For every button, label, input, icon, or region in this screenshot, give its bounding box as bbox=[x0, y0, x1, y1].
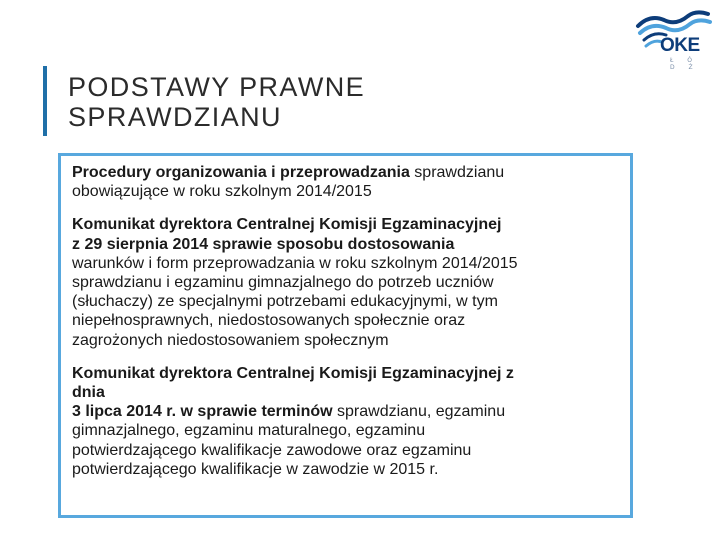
item-line-text: sprawdzianu bbox=[409, 164, 505, 181]
legal-basis-item bbox=[72, 215, 620, 349]
item-line-text: potwierdzającego kwalifikacje w zawodzie w 2015 r. bbox=[72, 460, 439, 478]
item-line-bold: Komunikat dyrektora Centralnej Komisji Egzaminacyjnej z bbox=[72, 364, 514, 382]
item-line bbox=[72, 402, 620, 421]
item-line bbox=[72, 311, 620, 330]
title-accent-bar bbox=[43, 66, 47, 136]
legal-basis-item bbox=[72, 364, 620, 479]
item-line bbox=[72, 364, 620, 383]
item-line bbox=[72, 383, 620, 402]
item-line-text: sprawdzianu i egzaminu gimnazjalnego do potrzeb uczniów bbox=[72, 274, 494, 292]
item-line-text: zagrożonych niedostosowaniem społecznym bbox=[72, 331, 389, 349]
item-line-text: (słuchaczy) ze specjalnymi potrzebami edukacyjnymi, w tym bbox=[72, 293, 498, 311]
item-line bbox=[72, 460, 620, 479]
item-line-bold: 3 lipca 2014 r. w sprawie terminów bbox=[72, 403, 333, 421]
logo-text: OKE bbox=[660, 35, 700, 56]
oke-logo bbox=[630, 6, 714, 71]
item-line-text: sprawdzianu, egzaminu bbox=[332, 403, 506, 421]
item-line bbox=[72, 235, 620, 254]
item-line-text: obowiązujące w roku szkolnym 2014/2015 bbox=[72, 183, 372, 201]
item-line-bold: Komunikat dyrektora Centralnej Komisji Egzaminacyjnej bbox=[72, 216, 502, 234]
item-line bbox=[72, 182, 620, 201]
item-line bbox=[72, 163, 620, 182]
item-line bbox=[72, 441, 620, 460]
item-line-text: potwierdzającego kwalifikacje zawodowe oraz egzaminu bbox=[72, 441, 472, 459]
legal-basis-item bbox=[72, 163, 620, 201]
item-line bbox=[72, 254, 620, 273]
page-title bbox=[68, 72, 588, 132]
item-line-bold: dnia bbox=[72, 384, 105, 402]
item-line-text: niepełnosprawnych, niedostosowanych społecznie oraz bbox=[72, 312, 466, 330]
logo-subtext: Ł Ó D Ź bbox=[670, 57, 699, 71]
item-line bbox=[72, 273, 620, 292]
item-line bbox=[72, 421, 620, 440]
item-line-text: gimnazjalnego, egzaminu maturalnego, egzaminu bbox=[72, 422, 426, 440]
item-line-bold: Procedury organizowania i przeprowadzania bbox=[72, 164, 410, 181]
item-line bbox=[72, 215, 620, 234]
item-line bbox=[72, 292, 620, 311]
title-line: PODSTAWY PRAWNE bbox=[68, 72, 366, 102]
title-line: SPRAWDZIANU bbox=[68, 102, 282, 132]
content-box bbox=[58, 153, 633, 518]
item-line-bold: z 29 sierpnia 2014 sprawie sposobu dostosowania bbox=[72, 235, 455, 253]
item-line-text: warunków i form przeprowadzania w roku szkolnym 2014/2015 bbox=[72, 254, 518, 272]
item-line bbox=[72, 331, 620, 350]
